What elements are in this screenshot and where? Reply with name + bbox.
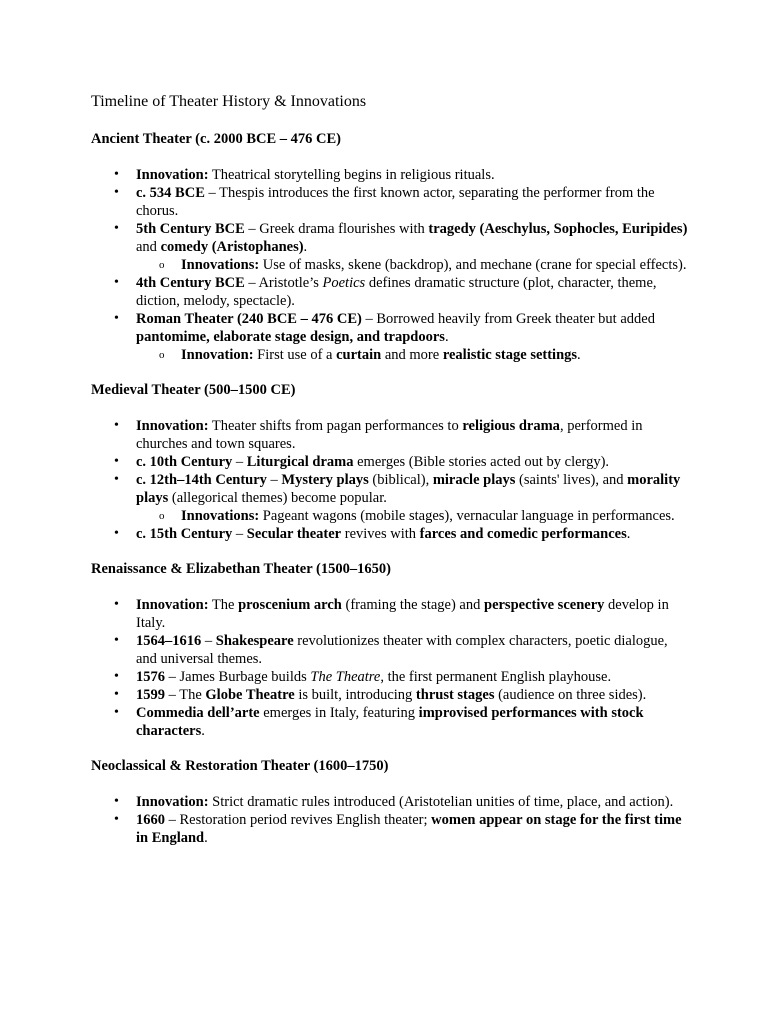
- text-run: emerges (Bible stories acted out by clergy).: [353, 454, 610, 470]
- text-run: .: [303, 239, 308, 255]
- bold-text: 1599: [136, 687, 165, 703]
- bold-text: Innovations:: [181, 257, 260, 273]
- bullet-list: [91, 793, 691, 847]
- timeline-sections: [91, 130, 691, 847]
- text-run: develop in Italy.: [136, 597, 669, 631]
- bold-text: curtain: [336, 347, 382, 363]
- text-run: – Restoration period revives English theater;: [165, 812, 432, 828]
- section-heading: Renaissance & Elizabethan Theater (1500–1650): [91, 561, 391, 577]
- italic-text: Poetics: [322, 275, 366, 291]
- bold-text: morality plays: [136, 472, 681, 506]
- list-item: [136, 596, 691, 632]
- sub-list-item: [181, 507, 691, 525]
- text-run: – Borrowed heavily from Greek theater but added: [361, 311, 655, 327]
- section-heading: Ancient Theater (c. 2000 BCE – 476 CE): [91, 131, 341, 147]
- bold-text: c. 534 BCE: [136, 185, 205, 201]
- list-item: [136, 793, 691, 811]
- text-run: .: [204, 830, 208, 846]
- text-run: – Aristotle’s: [244, 275, 323, 291]
- list-item: [136, 471, 691, 525]
- list-item: [136, 704, 691, 740]
- text-run: (saints' lives), and: [515, 472, 628, 488]
- text-run: Theatrical storytelling begins in religious rituals.: [208, 167, 495, 183]
- text-run: –: [266, 472, 282, 488]
- list-item: [136, 668, 691, 686]
- section-heading: Neoclassical & Restoration Theater (1600–1750): [91, 758, 389, 774]
- bold-text: Innovations:: [181, 508, 260, 524]
- sub-list-item: [181, 346, 691, 364]
- bold-text: c. 10th Century: [136, 454, 233, 470]
- bold-text: tragedy (Aeschylus, Sophocles, Euripides): [428, 221, 688, 237]
- text-run: defines dramatic structure (plot, character, theme, diction, melody, spectacle).: [136, 275, 657, 309]
- document-title: Timeline of Theater History & Innovations: [91, 93, 367, 110]
- text-run: emerges in Italy, featuring: [259, 705, 419, 721]
- text-run: and: [136, 239, 161, 255]
- bold-text: pantomime, elaborate stage design, and trapdoors: [136, 329, 445, 345]
- text-run: –: [232, 454, 247, 470]
- list-item: [136, 220, 691, 274]
- document-page: [91, 92, 691, 864]
- text-run: revives with: [341, 526, 420, 542]
- text-run: .: [626, 526, 631, 542]
- bold-text: Globe Theatre: [205, 687, 295, 703]
- text-run: is built, introducing: [294, 687, 416, 703]
- bullet-list: [91, 596, 691, 740]
- section-heading: Medieval Theater (500–1500 CE): [91, 382, 296, 398]
- bold-text: miracle plays: [432, 472, 516, 488]
- bold-text: c. 12th–14th Century: [136, 472, 267, 488]
- text-run: .: [201, 723, 205, 739]
- bold-text: 1576: [136, 669, 165, 685]
- bullet-list: [91, 417, 691, 543]
- bold-text: Mystery plays: [281, 472, 369, 488]
- text-run: The: [208, 597, 239, 613]
- text-run: , the first permanent English playhouse.: [380, 669, 612, 685]
- bold-text: Roman Theater (240 BCE – 476 CE): [136, 311, 362, 327]
- bold-text: proscenium arch: [238, 597, 342, 613]
- text-run: First use of a: [253, 347, 337, 363]
- list-item: [136, 686, 691, 704]
- text-run: – The: [165, 687, 206, 703]
- bold-text: Innovation:: [136, 418, 209, 434]
- text-run: Strict dramatic rules introduced (Aristotelian unities of time, place, and action).: [208, 794, 674, 810]
- bold-text: Innovation:: [136, 167, 209, 183]
- bold-text: thrust stages: [415, 687, 495, 703]
- text-run: and more: [381, 347, 443, 363]
- list-item: [136, 525, 691, 543]
- sub-bullet-list: [136, 346, 691, 364]
- bold-text: Secular theater: [246, 526, 342, 542]
- text-run: (biblical),: [368, 472, 433, 488]
- text-run: .: [444, 329, 449, 345]
- text-run: –: [201, 633, 216, 649]
- bold-text: 4th Century BCE: [136, 275, 245, 291]
- bold-text: c. 15th Century: [136, 526, 233, 542]
- list-item: [136, 811, 691, 847]
- list-item: [136, 632, 691, 668]
- text-run: – James Burbage builds: [165, 669, 311, 685]
- bold-text: realistic stage settings: [442, 347, 578, 363]
- bold-text: perspective scenery: [484, 597, 605, 613]
- bold-text: farces and comedic performances: [419, 526, 627, 542]
- sub-bullet-list: [136, 256, 691, 274]
- bold-text: Innovation:: [136, 597, 209, 613]
- bold-text: women appear on stage for the first time in England: [136, 812, 682, 846]
- bold-text: Innovation:: [136, 794, 209, 810]
- text-run: –: [232, 526, 247, 542]
- text-run: Theater shifts from pagan performances to: [208, 418, 463, 434]
- bold-text: Innovation:: [181, 347, 254, 363]
- bold-text: Shakespeare: [215, 633, 294, 649]
- text-run: Pageant wagons (mobile stages), vernacular language in performances.: [259, 508, 675, 524]
- text-run: .: [577, 347, 581, 363]
- text-run: revolutionizes theater with complex characters, poetic dialogue, and universal themes.: [136, 633, 668, 667]
- text-run: (framing the stage) and: [341, 597, 484, 613]
- list-item: [136, 417, 691, 453]
- text-run: – Thespis introduces the first known actor, separating the performer from the chorus.: [136, 185, 655, 219]
- bold-text: 1564–1616: [136, 633, 202, 649]
- list-item: [136, 453, 691, 471]
- text-run: (audience on three sides).: [494, 687, 647, 703]
- bold-text: Commedia dell’arte: [136, 705, 260, 721]
- bullet-list: [91, 166, 691, 364]
- text-run: , performed in churches and town squares.: [136, 418, 643, 452]
- text-run: (allegorical themes) become popular.: [168, 490, 387, 506]
- bold-text: comedy (Aristophanes): [160, 239, 304, 255]
- bold-text: religious drama: [462, 418, 560, 434]
- list-item: [136, 274, 691, 310]
- text-run: – Greek drama flourishes with: [244, 221, 429, 237]
- sub-list-item: [181, 256, 691, 274]
- bold-text: improvised performances with stock characters: [136, 705, 644, 739]
- list-item: [136, 166, 691, 184]
- bold-text: 5th Century BCE: [136, 221, 245, 237]
- sub-bullet-list: [136, 507, 691, 525]
- list-item: [136, 184, 691, 220]
- bold-text: Liturgical drama: [246, 454, 354, 470]
- text-run: Use of masks, skene (backdrop), and mechane (crane for special effects).: [259, 257, 687, 273]
- italic-text: The Theatre: [310, 669, 381, 685]
- list-item: [136, 310, 691, 364]
- bold-text: 1660: [136, 812, 165, 828]
